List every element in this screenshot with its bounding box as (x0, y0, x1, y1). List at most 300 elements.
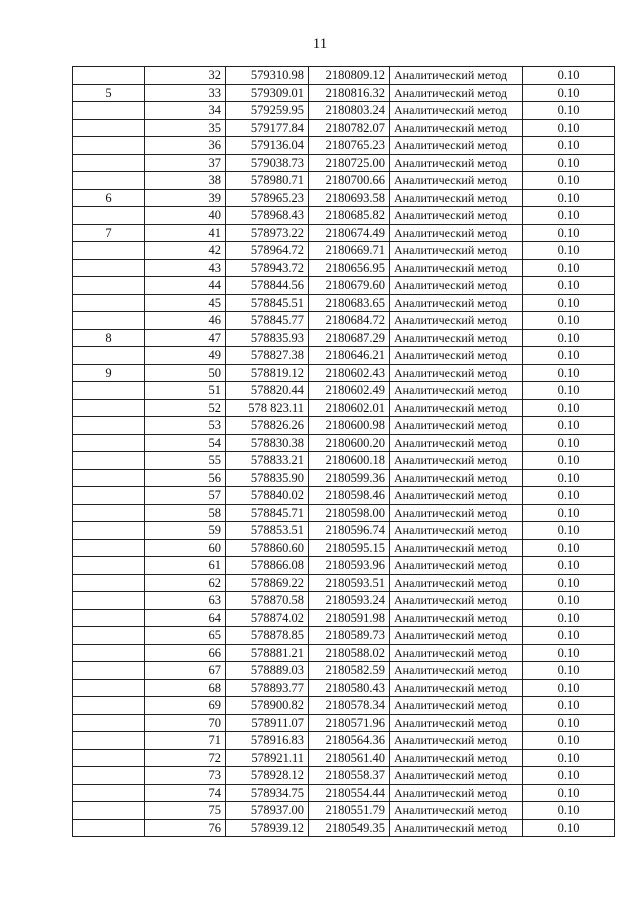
error-cell: 0.10 (523, 819, 615, 837)
group-cell (73, 644, 145, 662)
group-cell (73, 697, 145, 715)
table-row (73, 329, 615, 347)
group-cell (73, 434, 145, 452)
point-number-cell: 38 (145, 172, 226, 190)
group-cell (73, 522, 145, 540)
table-row (73, 102, 615, 120)
method-cell: Аналитический метод (390, 732, 523, 750)
table-row (73, 679, 615, 697)
method-cell: Аналитический метод (390, 609, 523, 627)
y-coordinate-cell: 2180683.65 (309, 294, 390, 312)
group-cell (73, 277, 145, 295)
method-cell: Аналитический метод (390, 557, 523, 575)
point-number-cell: 52 (145, 399, 226, 417)
table-row (73, 382, 615, 400)
y-coordinate-cell: 2180602.43 (309, 364, 390, 382)
x-coordinate-cell: 578845.71 (226, 504, 309, 522)
method-cell: Аналитический метод (390, 417, 523, 435)
y-coordinate-cell: 2180564.36 (309, 732, 390, 750)
point-number-cell: 70 (145, 714, 226, 732)
method-cell: Аналитический метод (390, 312, 523, 330)
point-number-cell: 58 (145, 504, 226, 522)
y-coordinate-cell: 2180595.15 (309, 539, 390, 557)
group-cell (73, 504, 145, 522)
method-cell: Аналитический метод (390, 662, 523, 680)
x-coordinate-cell: 578964.72 (226, 242, 309, 260)
error-cell: 0.10 (523, 504, 615, 522)
table-row (73, 627, 615, 645)
x-coordinate-cell: 578869.22 (226, 574, 309, 592)
x-coordinate-cell: 578943.72 (226, 259, 309, 277)
point-number-cell: 65 (145, 627, 226, 645)
table-row (73, 557, 615, 575)
table-row (73, 189, 615, 207)
error-cell: 0.10 (523, 154, 615, 172)
error-cell: 0.10 (523, 312, 615, 330)
point-number-cell: 67 (145, 662, 226, 680)
point-number-cell: 59 (145, 522, 226, 540)
y-coordinate-cell: 2180602.01 (309, 399, 390, 417)
group-cell (73, 662, 145, 680)
x-coordinate-cell: 578893.77 (226, 679, 309, 697)
y-coordinate-cell: 2180596.74 (309, 522, 390, 540)
table-row (73, 172, 615, 190)
x-coordinate-cell: 578827.38 (226, 347, 309, 365)
point-number-cell: 72 (145, 749, 226, 767)
x-coordinate-cell: 578939.12 (226, 819, 309, 837)
point-number-cell: 34 (145, 102, 226, 120)
y-coordinate-cell: 2180589.73 (309, 627, 390, 645)
error-cell: 0.10 (523, 417, 615, 435)
method-cell: Аналитический метод (390, 539, 523, 557)
method-cell: Аналитический метод (390, 452, 523, 470)
x-coordinate-cell: 579038.73 (226, 154, 309, 172)
y-coordinate-cell: 2180679.60 (309, 277, 390, 295)
method-cell: Аналитический метод (390, 189, 523, 207)
point-number-cell: 45 (145, 294, 226, 312)
method-cell: Аналитический метод (390, 154, 523, 172)
x-coordinate-cell: 578937.00 (226, 802, 309, 820)
error-cell: 0.10 (523, 697, 615, 715)
error-cell: 0.10 (523, 434, 615, 452)
x-coordinate-cell: 578870.58 (226, 592, 309, 610)
error-cell: 0.10 (523, 574, 615, 592)
group-cell: 5 (73, 84, 145, 102)
group-cell (73, 592, 145, 610)
table-row (73, 732, 615, 750)
y-coordinate-cell: 2180582.59 (309, 662, 390, 680)
y-coordinate-cell: 2180782.07 (309, 119, 390, 137)
table-row (73, 312, 615, 330)
x-coordinate-cell: 578934.75 (226, 784, 309, 802)
error-cell: 0.10 (523, 277, 615, 295)
y-coordinate-cell: 2180684.72 (309, 312, 390, 330)
y-coordinate-cell: 2180646.21 (309, 347, 390, 365)
point-number-cell: 37 (145, 154, 226, 172)
method-cell: Аналитический метод (390, 119, 523, 137)
x-coordinate-cell: 578 823.11 (226, 399, 309, 417)
y-coordinate-cell: 2180600.98 (309, 417, 390, 435)
x-coordinate-cell: 578921.11 (226, 749, 309, 767)
point-number-cell: 56 (145, 469, 226, 487)
method-cell: Аналитический метод (390, 277, 523, 295)
point-number-cell: 57 (145, 487, 226, 505)
y-coordinate-cell: 2180588.02 (309, 644, 390, 662)
x-coordinate-cell: 578819.12 (226, 364, 309, 382)
x-coordinate-cell: 578820.44 (226, 382, 309, 400)
method-cell: Аналитический метод (390, 294, 523, 312)
table-row (73, 592, 615, 610)
group-cell (73, 119, 145, 137)
point-number-cell: 53 (145, 417, 226, 435)
error-cell: 0.10 (523, 189, 615, 207)
group-cell (73, 207, 145, 225)
y-coordinate-cell: 2180687.29 (309, 329, 390, 347)
x-coordinate-cell: 578889.03 (226, 662, 309, 680)
error-cell: 0.10 (523, 172, 615, 190)
x-coordinate-cell: 578844.56 (226, 277, 309, 295)
y-coordinate-cell: 2180551.79 (309, 802, 390, 820)
y-coordinate-cell: 2180558.37 (309, 767, 390, 785)
method-cell: Аналитический метод (390, 749, 523, 767)
error-cell: 0.10 (523, 224, 615, 242)
method-cell: Аналитический метод (390, 469, 523, 487)
x-coordinate-cell: 578980.71 (226, 172, 309, 190)
error-cell: 0.10 (523, 627, 615, 645)
error-cell: 0.10 (523, 802, 615, 820)
point-number-cell: 60 (145, 539, 226, 557)
table-row (73, 784, 615, 802)
x-coordinate-cell: 578900.82 (226, 697, 309, 715)
x-coordinate-cell: 578833.21 (226, 452, 309, 470)
error-cell: 0.10 (523, 487, 615, 505)
error-cell: 0.10 (523, 592, 615, 610)
table-row (73, 294, 615, 312)
y-coordinate-cell: 2180656.95 (309, 259, 390, 277)
x-coordinate-cell: 578845.51 (226, 294, 309, 312)
group-cell: 8 (73, 329, 145, 347)
error-cell: 0.10 (523, 452, 615, 470)
table-row (73, 277, 615, 295)
group-cell (73, 154, 145, 172)
method-cell: Аналитический метод (390, 644, 523, 662)
method-cell: Аналитический метод (390, 259, 523, 277)
method-cell: Аналитический метод (390, 347, 523, 365)
method-cell: Аналитический метод (390, 522, 523, 540)
group-cell (73, 294, 145, 312)
point-number-cell: 61 (145, 557, 226, 575)
table-row (73, 67, 615, 85)
group-cell (73, 172, 145, 190)
group-cell (73, 539, 145, 557)
point-number-cell: 43 (145, 259, 226, 277)
x-coordinate-cell: 579177.84 (226, 119, 309, 137)
group-cell (73, 487, 145, 505)
x-coordinate-cell: 578840.02 (226, 487, 309, 505)
table-row (73, 347, 615, 365)
table-row (73, 522, 615, 540)
table-row (73, 662, 615, 680)
table-row (73, 574, 615, 592)
error-cell: 0.10 (523, 137, 615, 155)
group-cell (73, 767, 145, 785)
x-coordinate-cell: 578830.38 (226, 434, 309, 452)
group-cell (73, 802, 145, 820)
method-cell: Аналитический метод (390, 784, 523, 802)
point-number-cell: 51 (145, 382, 226, 400)
table-row (73, 242, 615, 260)
x-coordinate-cell: 578968.43 (226, 207, 309, 225)
method-cell: Аналитический метод (390, 329, 523, 347)
method-cell: Аналитический метод (390, 207, 523, 225)
error-cell: 0.10 (523, 679, 615, 697)
x-coordinate-cell: 578881.21 (226, 644, 309, 662)
y-coordinate-cell: 2180602.49 (309, 382, 390, 400)
group-cell (73, 102, 145, 120)
method-cell: Аналитический метод (390, 679, 523, 697)
x-coordinate-cell: 578973.22 (226, 224, 309, 242)
table-row (73, 504, 615, 522)
y-coordinate-cell: 2180549.35 (309, 819, 390, 837)
point-number-cell: 39 (145, 189, 226, 207)
x-coordinate-cell: 578878.85 (226, 627, 309, 645)
y-coordinate-cell: 2180674.49 (309, 224, 390, 242)
y-coordinate-cell: 2180600.18 (309, 452, 390, 470)
x-coordinate-cell: 579259.95 (226, 102, 309, 120)
error-cell: 0.10 (523, 784, 615, 802)
y-coordinate-cell: 2180591.98 (309, 609, 390, 627)
method-cell: Аналитический метод (390, 137, 523, 155)
point-number-cell: 76 (145, 819, 226, 837)
error-cell: 0.10 (523, 662, 615, 680)
error-cell: 0.10 (523, 644, 615, 662)
group-cell (73, 679, 145, 697)
point-number-cell: 46 (145, 312, 226, 330)
table-row (73, 644, 615, 662)
group-cell (73, 67, 145, 85)
method-cell: Аналитический метод (390, 172, 523, 190)
error-cell: 0.10 (523, 382, 615, 400)
x-coordinate-cell: 579309.01 (226, 84, 309, 102)
point-number-cell: 55 (145, 452, 226, 470)
y-coordinate-cell: 2180578.34 (309, 697, 390, 715)
method-cell: Аналитический метод (390, 382, 523, 400)
x-coordinate-cell: 579136.04 (226, 137, 309, 155)
x-coordinate-cell: 578916.83 (226, 732, 309, 750)
point-number-cell: 35 (145, 119, 226, 137)
method-cell: Аналитический метод (390, 592, 523, 610)
group-cell: 7 (73, 224, 145, 242)
error-cell: 0.10 (523, 102, 615, 120)
y-coordinate-cell: 2180554.44 (309, 784, 390, 802)
table-row (73, 259, 615, 277)
table-row (73, 469, 615, 487)
coordinates-table-body (73, 67, 615, 837)
method-cell: Аналитический метод (390, 102, 523, 120)
table-row (73, 154, 615, 172)
error-cell: 0.10 (523, 767, 615, 785)
table-row (73, 417, 615, 435)
method-cell: Аналитический метод (390, 242, 523, 260)
point-number-cell: 75 (145, 802, 226, 820)
group-cell: 6 (73, 189, 145, 207)
table-row (73, 767, 615, 785)
group-cell (73, 452, 145, 470)
error-cell: 0.10 (523, 749, 615, 767)
group-cell (73, 469, 145, 487)
group-cell (73, 242, 145, 260)
y-coordinate-cell: 2180669.71 (309, 242, 390, 260)
x-coordinate-cell: 578835.90 (226, 469, 309, 487)
page-number: 11 (312, 36, 328, 52)
method-cell: Аналитический метод (390, 802, 523, 820)
method-cell: Аналитический метод (390, 714, 523, 732)
x-coordinate-cell: 578965.23 (226, 189, 309, 207)
group-cell (73, 312, 145, 330)
table-row (73, 487, 615, 505)
table-row (73, 802, 615, 820)
table-row (73, 399, 615, 417)
point-number-cell: 40 (145, 207, 226, 225)
group-cell (73, 749, 145, 767)
y-coordinate-cell: 2180803.24 (309, 102, 390, 120)
group-cell (73, 784, 145, 802)
method-cell: Аналитический метод (390, 504, 523, 522)
group-cell (73, 137, 145, 155)
error-cell: 0.10 (523, 557, 615, 575)
error-cell: 0.10 (523, 329, 615, 347)
point-number-cell: 49 (145, 347, 226, 365)
method-cell: Аналитический метод (390, 767, 523, 785)
table-row (73, 539, 615, 557)
x-coordinate-cell: 578866.08 (226, 557, 309, 575)
x-coordinate-cell: 578860.60 (226, 539, 309, 557)
method-cell: Аналитический метод (390, 487, 523, 505)
point-number-cell: 33 (145, 84, 226, 102)
point-number-cell: 50 (145, 364, 226, 382)
point-number-cell: 36 (145, 137, 226, 155)
y-coordinate-cell: 2180561.40 (309, 749, 390, 767)
table-row (73, 697, 615, 715)
group-cell (73, 819, 145, 837)
point-number-cell: 73 (145, 767, 226, 785)
x-coordinate-cell: 578826.26 (226, 417, 309, 435)
table-row (73, 819, 615, 837)
group-cell (73, 574, 145, 592)
y-coordinate-cell: 2180598.46 (309, 487, 390, 505)
point-number-cell: 74 (145, 784, 226, 802)
error-cell: 0.10 (523, 242, 615, 260)
table-row (73, 224, 615, 242)
y-coordinate-cell: 2180693.58 (309, 189, 390, 207)
error-cell: 0.10 (523, 294, 615, 312)
y-coordinate-cell: 2180809.12 (309, 67, 390, 85)
y-coordinate-cell: 2180598.00 (309, 504, 390, 522)
method-cell: Аналитический метод (390, 697, 523, 715)
y-coordinate-cell: 2180765.23 (309, 137, 390, 155)
group-cell (73, 382, 145, 400)
error-cell: 0.10 (523, 609, 615, 627)
table-row (73, 749, 615, 767)
point-number-cell: 32 (145, 67, 226, 85)
table-row (73, 364, 615, 382)
group-cell (73, 557, 145, 575)
error-cell: 0.10 (523, 347, 615, 365)
group-cell (73, 399, 145, 417)
y-coordinate-cell: 2180580.43 (309, 679, 390, 697)
point-number-cell: 41 (145, 224, 226, 242)
group-cell (73, 417, 145, 435)
table-row (73, 207, 615, 225)
error-cell: 0.10 (523, 539, 615, 557)
table-row (73, 137, 615, 155)
table-row (73, 434, 615, 452)
method-cell: Аналитический метод (390, 364, 523, 382)
table-row (73, 714, 615, 732)
method-cell: Аналитический метод (390, 224, 523, 242)
point-number-cell: 42 (145, 242, 226, 260)
group-cell (73, 732, 145, 750)
x-coordinate-cell: 578845.77 (226, 312, 309, 330)
y-coordinate-cell: 2180593.96 (309, 557, 390, 575)
table-row (73, 609, 615, 627)
point-number-cell: 64 (145, 609, 226, 627)
method-cell: Аналитический метод (390, 819, 523, 837)
table-row (73, 84, 615, 102)
point-number-cell: 44 (145, 277, 226, 295)
point-number-cell: 63 (145, 592, 226, 610)
error-cell: 0.10 (523, 119, 615, 137)
point-number-cell: 71 (145, 732, 226, 750)
error-cell: 0.10 (523, 714, 615, 732)
error-cell: 0.10 (523, 469, 615, 487)
group-cell (73, 347, 145, 365)
group-cell (73, 714, 145, 732)
error-cell: 0.10 (523, 84, 615, 102)
x-coordinate-cell: 578928.12 (226, 767, 309, 785)
point-number-cell: 66 (145, 644, 226, 662)
point-number-cell: 68 (145, 679, 226, 697)
error-cell: 0.10 (523, 522, 615, 540)
y-coordinate-cell: 2180725.00 (309, 154, 390, 172)
table-row (73, 452, 615, 470)
x-coordinate-cell: 578853.51 (226, 522, 309, 540)
method-cell: Аналитический метод (390, 84, 523, 102)
error-cell: 0.10 (523, 732, 615, 750)
error-cell: 0.10 (523, 364, 615, 382)
method-cell: Аналитический метод (390, 627, 523, 645)
method-cell: Аналитический метод (390, 67, 523, 85)
coordinates-table (72, 66, 615, 837)
error-cell: 0.10 (523, 207, 615, 225)
method-cell: Аналитический метод (390, 399, 523, 417)
y-coordinate-cell: 2180599.36 (309, 469, 390, 487)
method-cell: Аналитический метод (390, 434, 523, 452)
point-number-cell: 47 (145, 329, 226, 347)
x-coordinate-cell: 578835.93 (226, 329, 309, 347)
group-cell (73, 259, 145, 277)
point-number-cell: 69 (145, 697, 226, 715)
error-cell: 0.10 (523, 259, 615, 277)
x-coordinate-cell: 578874.02 (226, 609, 309, 627)
method-cell: Аналитический метод (390, 574, 523, 592)
group-cell: 9 (73, 364, 145, 382)
y-coordinate-cell: 2180685.82 (309, 207, 390, 225)
y-coordinate-cell: 2180593.24 (309, 592, 390, 610)
y-coordinate-cell: 2180593.51 (309, 574, 390, 592)
y-coordinate-cell: 2180816.32 (309, 84, 390, 102)
error-cell: 0.10 (523, 399, 615, 417)
